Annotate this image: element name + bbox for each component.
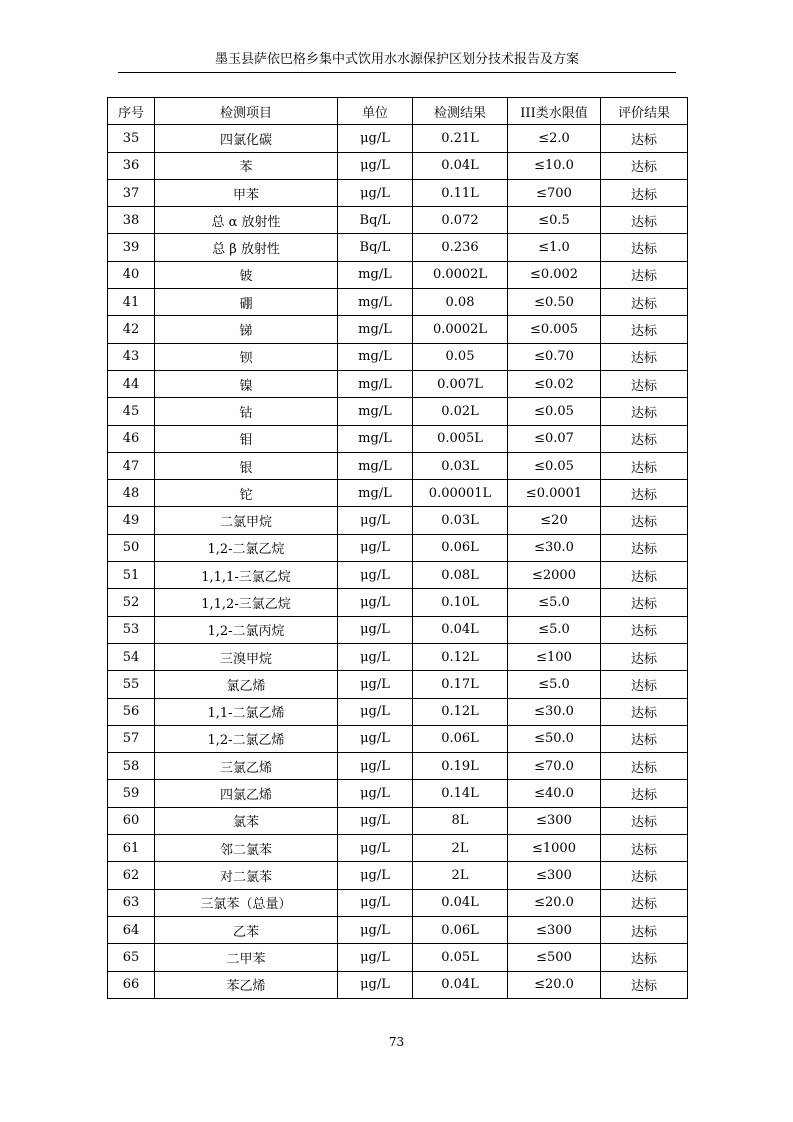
cell-limit: ≤300 (508, 862, 601, 889)
cell-item: 甲苯 (155, 179, 338, 206)
table-row (108, 562, 688, 589)
cell-result: 0.19L (413, 753, 508, 780)
cell-index: 45 (108, 398, 155, 425)
cell-unit: μg/L (338, 971, 413, 998)
cell-index: 51 (108, 562, 155, 589)
table-row (108, 316, 688, 343)
cell-unit: mg/L (338, 289, 413, 316)
cell-limit: ≤0.0001 (508, 480, 601, 507)
cell-evaluation: 达标 (601, 507, 688, 534)
cell-item: 氯乙烯 (155, 671, 338, 698)
cell-limit: ≤2.0 (508, 125, 601, 152)
cell-limit: ≤0.70 (508, 343, 601, 370)
cell-result: 0.12L (413, 643, 508, 670)
cell-item: 总 β 放射性 (155, 234, 338, 261)
cell-index: 46 (108, 425, 155, 452)
cell-result: 0.08L (413, 562, 508, 589)
cell-evaluation: 达标 (601, 753, 688, 780)
cell-index: 53 (108, 616, 155, 643)
cell-limit: ≤70.0 (508, 753, 601, 780)
cell-item: 锑 (155, 316, 338, 343)
cell-result: 2L (413, 835, 508, 862)
table-row (108, 370, 688, 397)
cell-unit: μg/L (338, 562, 413, 589)
table-row (108, 425, 688, 452)
cell-result: 0.03L (413, 507, 508, 534)
cell-item: 三溴甲烷 (155, 643, 338, 670)
table-row (108, 971, 688, 998)
cell-result: 0.14L (413, 780, 508, 807)
cell-index: 60 (108, 807, 155, 834)
table-row (108, 452, 688, 479)
cell-unit: μg/L (338, 534, 413, 561)
cell-item: 乙苯 (155, 916, 338, 943)
cell-result: 0.05 (413, 343, 508, 370)
cell-unit: mg/L (338, 261, 413, 288)
cell-limit: ≤700 (508, 179, 601, 206)
cell-result: 0.11L (413, 179, 508, 206)
cell-item: 镍 (155, 370, 338, 397)
cell-index: 35 (108, 125, 155, 152)
cell-index: 61 (108, 835, 155, 862)
cell-unit: μg/L (338, 179, 413, 206)
cell-index: 66 (108, 971, 155, 998)
cell-limit: ≤0.002 (508, 261, 601, 288)
cell-result: 0.04L (413, 152, 508, 179)
table-row (108, 343, 688, 370)
cell-index: 59 (108, 780, 155, 807)
cell-evaluation: 达标 (601, 179, 688, 206)
cell-index: 37 (108, 179, 155, 206)
cell-item: 苯乙烯 (155, 971, 338, 998)
cell-index: 36 (108, 152, 155, 179)
cell-index: 39 (108, 234, 155, 261)
cell-limit: ≤500 (508, 944, 601, 971)
cell-result: 0.02L (413, 398, 508, 425)
cell-evaluation: 达标 (601, 889, 688, 916)
cell-index: 49 (108, 507, 155, 534)
cell-evaluation: 达标 (601, 835, 688, 862)
page-number: 73 (388, 1035, 405, 1049)
cell-index: 63 (108, 889, 155, 916)
table-row (108, 234, 688, 261)
cell-index: 40 (108, 261, 155, 288)
cell-result: 0.04L (413, 971, 508, 998)
header-cell-item: 检测项目 (155, 98, 338, 125)
cell-item: 总 α 放射性 (155, 207, 338, 234)
cell-result: 0.06L (413, 916, 508, 943)
cell-item: 1,2-二氯丙烷 (155, 616, 338, 643)
cell-index: 52 (108, 589, 155, 616)
cell-result: 0.0002L (413, 261, 508, 288)
cell-evaluation: 达标 (601, 261, 688, 288)
cell-result: 0.08 (413, 289, 508, 316)
table-row (108, 589, 688, 616)
cell-item: 1,1,1-三氯乙烷 (155, 562, 338, 589)
cell-limit: ≤300 (508, 916, 601, 943)
cell-unit: μg/L (338, 125, 413, 152)
cell-unit: μg/L (338, 753, 413, 780)
cell-result: 0.04L (413, 889, 508, 916)
cell-limit: ≤30.0 (508, 698, 601, 725)
cell-limit: ≤0.05 (508, 398, 601, 425)
table-row (108, 889, 688, 916)
cell-unit: μg/L (338, 507, 413, 534)
cell-evaluation: 达标 (601, 643, 688, 670)
table-row (108, 616, 688, 643)
cell-unit: Bq/L (338, 207, 413, 234)
table-row (108, 807, 688, 834)
cell-result: 0.05L (413, 944, 508, 971)
cell-evaluation: 达标 (601, 562, 688, 589)
cell-unit: mg/L (338, 480, 413, 507)
cell-index: 43 (108, 343, 155, 370)
cell-evaluation: 达标 (601, 589, 688, 616)
cell-unit: μg/L (338, 835, 413, 862)
cell-limit: ≤40.0 (508, 780, 601, 807)
cell-unit: mg/L (338, 425, 413, 452)
cell-unit: mg/L (338, 316, 413, 343)
table-row (108, 207, 688, 234)
cell-item: 钼 (155, 425, 338, 452)
cell-limit: ≤1.0 (508, 234, 601, 261)
cell-item: 铍 (155, 261, 338, 288)
cell-unit: μg/L (338, 725, 413, 752)
cell-item: 1,1-二氯乙烯 (155, 698, 338, 725)
table-row (108, 753, 688, 780)
table-row (108, 780, 688, 807)
page-header-title: 墨玉县萨依巴格乡集中式饮用水水源保护区划分技术报告及方案 (214, 52, 579, 67)
cell-evaluation: 达标 (601, 370, 688, 397)
cell-item: 邻二氯苯 (155, 835, 338, 862)
cell-limit: ≤20 (508, 507, 601, 534)
cell-result: 0.0002L (413, 316, 508, 343)
cell-limit: ≤0.50 (508, 289, 601, 316)
cell-result: 0.03L (413, 452, 508, 479)
cell-unit: μg/L (338, 944, 413, 971)
cell-index: 57 (108, 725, 155, 752)
table-row (108, 507, 688, 534)
cell-item: 对二氯苯 (155, 862, 338, 889)
cell-limit: ≤50.0 (508, 725, 601, 752)
cell-evaluation: 达标 (601, 725, 688, 752)
header-cell-unit: 单位 (338, 98, 413, 125)
cell-index: 42 (108, 316, 155, 343)
cell-unit: Bq/L (338, 234, 413, 261)
cell-item: 钴 (155, 398, 338, 425)
cell-unit: μg/L (338, 807, 413, 834)
cell-item: 三氯苯（总量） (155, 889, 338, 916)
cell-index: 65 (108, 944, 155, 971)
cell-evaluation: 达标 (601, 698, 688, 725)
cell-result: 0.06L (413, 534, 508, 561)
cell-result: 0.00001L (413, 480, 508, 507)
cell-result: 0.21L (413, 125, 508, 152)
cell-item: 1,2-二氯乙烷 (155, 534, 338, 561)
cell-evaluation: 达标 (601, 207, 688, 234)
cell-evaluation: 达标 (601, 616, 688, 643)
cell-result: 0.04L (413, 616, 508, 643)
cell-evaluation: 达标 (601, 452, 688, 479)
cell-limit: ≤5.0 (508, 616, 601, 643)
cell-index: 56 (108, 698, 155, 725)
cell-limit: ≤2000 (508, 562, 601, 589)
cell-unit: μg/L (338, 862, 413, 889)
cell-unit: μg/L (338, 916, 413, 943)
header-cell-index: 序号 (108, 98, 155, 125)
table-row (108, 289, 688, 316)
table-row (108, 261, 688, 288)
cell-item: 二甲苯 (155, 944, 338, 971)
cell-evaluation: 达标 (601, 534, 688, 561)
table-row (108, 152, 688, 179)
cell-index: 44 (108, 370, 155, 397)
cell-result: 0.072 (413, 207, 508, 234)
table-row (108, 179, 688, 206)
table-row (108, 835, 688, 862)
cell-item: 银 (155, 452, 338, 479)
cell-index: 54 (108, 643, 155, 670)
cell-unit: mg/L (338, 452, 413, 479)
table-row (108, 480, 688, 507)
table-row (108, 671, 688, 698)
cell-limit: ≤0.5 (508, 207, 601, 234)
cell-evaluation: 达标 (601, 480, 688, 507)
cell-limit: ≤20.0 (508, 889, 601, 916)
cell-index: 38 (108, 207, 155, 234)
cell-index: 41 (108, 289, 155, 316)
cell-item: 二氯甲烷 (155, 507, 338, 534)
cell-limit: ≤0.07 (508, 425, 601, 452)
cell-unit: μg/L (338, 643, 413, 670)
cell-item: 四氯化碳 (155, 125, 338, 152)
cell-result: 0.007L (413, 370, 508, 397)
cell-item: 氯苯 (155, 807, 338, 834)
cell-evaluation: 达标 (601, 916, 688, 943)
cell-result: 2L (413, 862, 508, 889)
cell-unit: mg/L (338, 398, 413, 425)
cell-evaluation: 达标 (601, 125, 688, 152)
cell-result: 8L (413, 807, 508, 834)
cell-evaluation: 达标 (601, 425, 688, 452)
cell-evaluation: 达标 (601, 234, 688, 261)
header-cell-evaluation: 评价结果 (601, 98, 688, 125)
cell-index: 47 (108, 452, 155, 479)
table-row (108, 534, 688, 561)
cell-unit: mg/L (338, 343, 413, 370)
cell-evaluation: 达标 (601, 343, 688, 370)
cell-result: 0.06L (413, 725, 508, 752)
cell-evaluation: 达标 (601, 807, 688, 834)
cell-index: 55 (108, 671, 155, 698)
table-row (108, 944, 688, 971)
cell-result: 0.10L (413, 589, 508, 616)
cell-evaluation: 达标 (601, 780, 688, 807)
cell-limit: ≤1000 (508, 835, 601, 862)
table-header-row (108, 98, 688, 125)
cell-item: 硼 (155, 289, 338, 316)
table-row (108, 125, 688, 152)
table-row (108, 643, 688, 670)
cell-result: 0.12L (413, 698, 508, 725)
cell-unit: μg/L (338, 152, 413, 179)
cell-index: 50 (108, 534, 155, 561)
cell-limit: ≤0.05 (508, 452, 601, 479)
cell-index: 62 (108, 862, 155, 889)
cell-item: 苯 (155, 152, 338, 179)
cell-index: 48 (108, 480, 155, 507)
cell-limit: ≤30.0 (508, 534, 601, 561)
cell-unit: mg/L (338, 370, 413, 397)
cell-evaluation: 达标 (601, 289, 688, 316)
cell-evaluation: 达标 (601, 862, 688, 889)
table-row (108, 398, 688, 425)
cell-evaluation: 达标 (601, 944, 688, 971)
cell-unit: μg/L (338, 780, 413, 807)
cell-item: 铊 (155, 480, 338, 507)
cell-limit: ≤5.0 (508, 671, 601, 698)
header-cell-limit: III类水限值 (508, 98, 601, 125)
header-divider (118, 72, 676, 73)
cell-item: 钡 (155, 343, 338, 370)
header-cell-result: 检测结果 (413, 98, 508, 125)
water-quality-table (107, 97, 688, 999)
table-row (108, 698, 688, 725)
cell-unit: μg/L (338, 616, 413, 643)
cell-item: 1,1,2-三氯乙烷 (155, 589, 338, 616)
cell-index: 64 (108, 916, 155, 943)
cell-evaluation: 达标 (601, 398, 688, 425)
cell-unit: μg/L (338, 589, 413, 616)
cell-evaluation: 达标 (601, 971, 688, 998)
cell-item: 四氯乙烯 (155, 780, 338, 807)
cell-limit: ≤5.0 (508, 589, 601, 616)
cell-result: 0.236 (413, 234, 508, 261)
cell-index: 58 (108, 753, 155, 780)
cell-limit: ≤300 (508, 807, 601, 834)
cell-limit: ≤10.0 (508, 152, 601, 179)
table-row (108, 725, 688, 752)
table-body (108, 125, 688, 999)
table-row (108, 862, 688, 889)
cell-result: 0.17L (413, 671, 508, 698)
cell-limit: ≤100 (508, 643, 601, 670)
cell-limit: ≤20.0 (508, 971, 601, 998)
cell-evaluation: 达标 (601, 152, 688, 179)
cell-item: 1,2-二氯乙烯 (155, 725, 338, 752)
cell-unit: μg/L (338, 671, 413, 698)
table-row (108, 916, 688, 943)
cell-evaluation: 达标 (601, 671, 688, 698)
cell-result: 0.005L (413, 425, 508, 452)
cell-limit: ≤0.02 (508, 370, 601, 397)
cell-item: 三氯乙烯 (155, 753, 338, 780)
cell-unit: μg/L (338, 698, 413, 725)
cell-evaluation: 达标 (601, 316, 688, 343)
cell-limit: ≤0.005 (508, 316, 601, 343)
cell-unit: μg/L (338, 889, 413, 916)
